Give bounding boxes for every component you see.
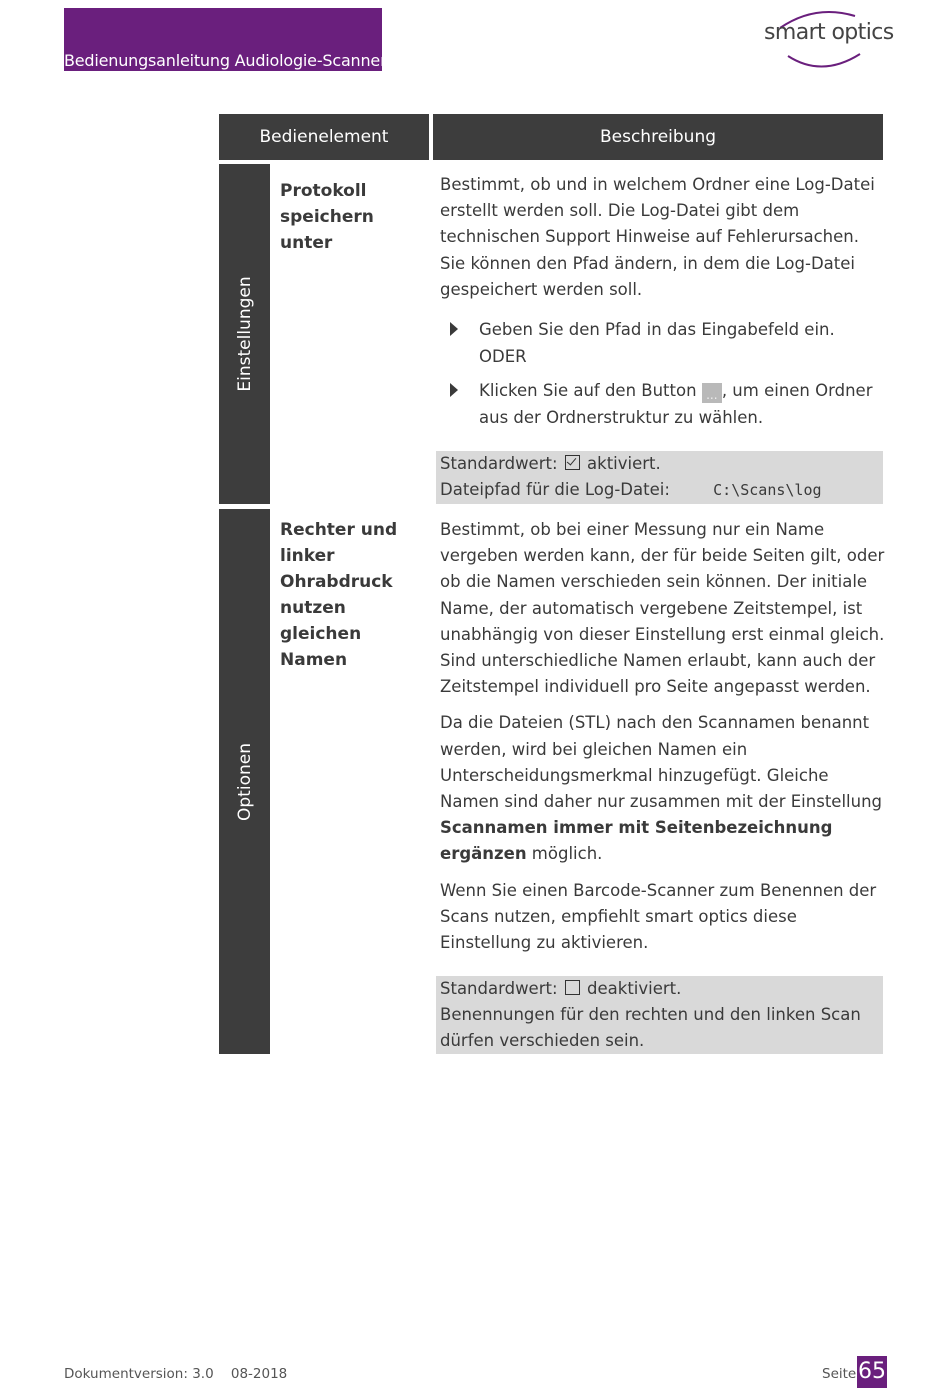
- version-label: Dokumentversion: 3.0: [64, 1366, 214, 1382]
- default-value-line: [436, 976, 883, 1002]
- browse-button-icon: ...: [702, 383, 722, 403]
- default-value-box: [436, 976, 883, 1054]
- bullet-item-enter-path: [440, 316, 885, 370]
- default-label: Standardwert:: [440, 979, 558, 998]
- description-paragraph: Wenn Sie einen Barcode-Scanner zum Benennen der Scans nutzen, empfiehlt smart optics diese Einstellung zu aktivieren.: [440, 880, 877, 953]
- default-value-line: [436, 451, 883, 477]
- default-label: Standardwert:: [440, 454, 558, 473]
- logo-text: smart optics: [764, 20, 894, 45]
- checkbox-checked-icon: [565, 455, 580, 470]
- bullet-arrow-icon: [450, 322, 458, 336]
- smart-optics-logo: [760, 8, 894, 70]
- path-value: C:\Scans\log: [713, 481, 822, 500]
- paragraph-text: möglich.: [526, 844, 603, 864]
- footer-page-label: Seite: [822, 1366, 857, 1382]
- bullet-item-browse: [440, 377, 885, 431]
- default-value: aktiviert.: [587, 454, 661, 473]
- description-paragraph: Bestimmt, ob bei einer Messung nur ein Name vergeben werden kann, der für beide Seiten gilt, oder ob die Namen verschieden sein können. Der initiale Name, der automatisch vergebene Zeitstempel, ist unabhängig von dieser Einstellung erst einmal gleich. Sind unterschiedliche Namen erlaubt, kann auch der Zeitstempel individuell pro Seite angepasst werden.: [440, 520, 885, 697]
- section-label-text: Einstellungen: [234, 276, 255, 392]
- element-name-protokoll: Protokoll speichern unter: [280, 181, 374, 253]
- bullet-text-or: ODER: [479, 347, 527, 366]
- note-extra: Benennungen für den rechten und den linken Scan dürfen verschieden sein.: [440, 1005, 861, 1051]
- default-value: deaktiviert.: [587, 979, 682, 998]
- bullet-text: Geben Sie den Pfad in das Eingabefeld ein.: [479, 320, 835, 339]
- description-protokoll: [440, 172, 885, 303]
- column-header-description: Beschreibung: [433, 114, 883, 160]
- column-header-element: Bedienelement: [219, 114, 429, 160]
- version-date: 08-2018: [230, 1366, 288, 1382]
- element-name-gleichen-namen: Rechter und linker Ohrabdruck nutzen gleichen Namen: [280, 520, 398, 670]
- description-paragraph: [440, 710, 885, 867]
- description-gleichen-namen: [440, 517, 885, 956]
- section-label-optionen: [219, 509, 270, 1054]
- bullet-text-before: Klicken Sie auf den Button: [479, 381, 697, 400]
- section-label-text: Optionen: [234, 742, 255, 821]
- header-bar: [64, 8, 387, 71]
- document-title: Bedienungsanleitung Audiologie-Scanner: [64, 51, 387, 70]
- description-text: Bestimmt, ob und in welchem Ordner eine Log-Datei erstellt werden soll. Die Log-Datei gibt dem technischen Support Hinweise auf Fehlerursachen. Sie können den Pfad ändern, in dem die Log-Datei gespeichert werden soll.: [440, 175, 875, 299]
- section-label-einstellungen: [219, 164, 270, 504]
- path-line: [436, 477, 883, 503]
- bullet-arrow-icon: [450, 383, 458, 397]
- footer-version: [64, 1366, 287, 1382]
- page-number: 65: [857, 1356, 887, 1388]
- path-label: Dateipfad für die Log-Datei:: [440, 480, 670, 500]
- bullet-text-after: , um einen Ordner aus der Ordnerstruktur zu wählen.: [479, 381, 873, 427]
- setting-name-bold: Scannamen immer mit Seitenbezeichnung ergänzen: [440, 818, 833, 864]
- default-value-box: [436, 451, 883, 504]
- paragraph-text: Da die Dateien (STL) nach den Scannamen benannt werden, wird bei gleichen Namen ein Unterscheidungsmerkmal hinzugefügt. Gleiche Namen sind daher nur zusammen mit der Einstellung: [440, 713, 882, 812]
- bullet-text: [479, 377, 885, 431]
- checkbox-unchecked-icon: [565, 980, 580, 995]
